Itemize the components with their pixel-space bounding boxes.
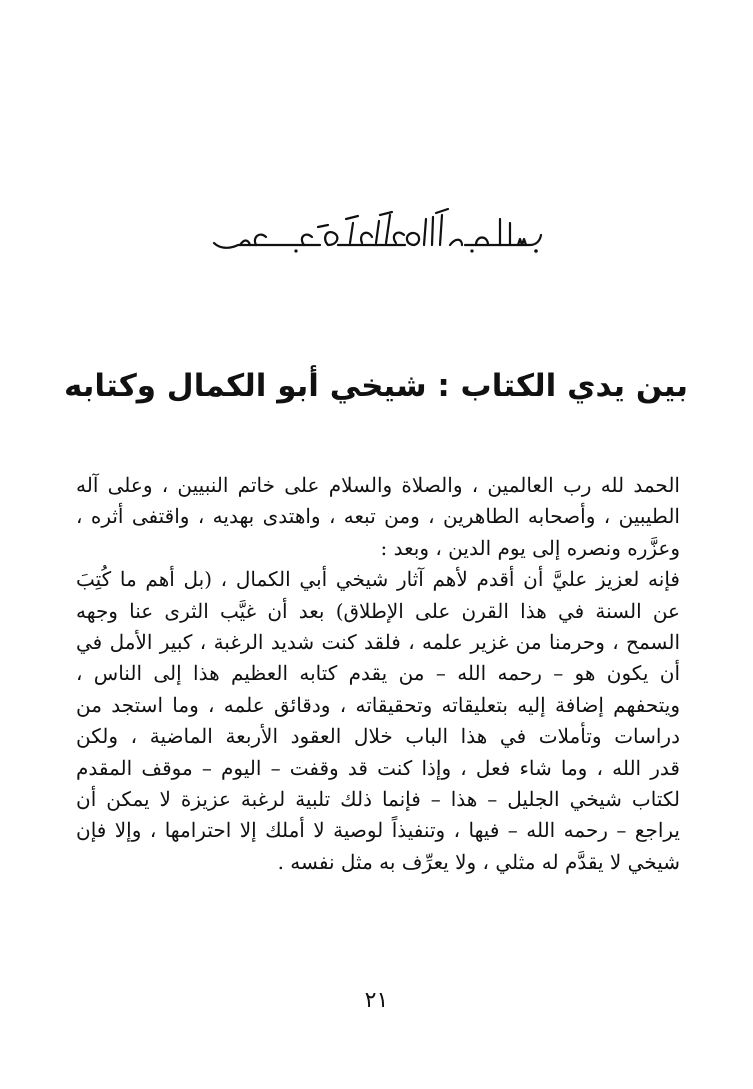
paragraph-main [76,564,680,878]
text-line: لكتاب شيخي الجليل – هذا – فإنما ذلك تلبية لرغبة عزيزة لا يمكن أن [76,786,680,811]
page-number: ٢١ [364,988,389,1013]
text-line: شيخي لا يقدَّم له مثلي ، ولا يعرِّف به مثل نفسه . [277,849,680,874]
basmala-calligraphy-icon [200,205,555,255]
text-line: قدر الله ، وما شاء فعل ، وإذا كنت قد وقفت – اليوم – موقف المقدم [76,755,680,780]
basmala-calligraphy [200,205,555,255]
text-line: السمح ، وحرمنا من غزير علمه ، فلقد كنت شديد الرغبة ، كبير الأمل في [76,629,680,654]
body-text [76,470,680,878]
text-line: عن السنة في هذا القرن على الإطلاق) بعد أن غيَّب الثرى عنا وجهه [76,598,680,623]
text-line: يراجع – رحمه الله – فيها ، وتنفيذاً لوصية لا أملك إلا احترامها ، وإلا فإن [76,818,680,843]
text-line: ويتحفهم إضافة إليه بتعليقاته وتحقيقاته ، ودقائق علمه ، وما استجد من [76,692,680,717]
text-line: فإنه لعزيز عليَّ أن أقدم لأهم آثار شيخي أبي الكمال ، (بل أهم ما كُتِبَ [76,567,680,592]
chapter-title: بين يدي الكتاب : شيخي أبو الكمال وكتابه [63,368,689,404]
text-line: الطيبين ، وأصحابه الطاهرين ، ومن تبعه ، واهتدى بهديه ، واقتفى أثره ، [76,504,680,529]
paragraph-opening [76,470,680,564]
text-line: الحمد لله رب العالمين ، والصلاة والسلام على خاتم النبيين ، وعلى آله [76,473,680,497]
text-line: وعزَّره ونصره إلى يوم الدين ، وبعد : [380,535,680,560]
text-line: أن يكون هو – رحمه الله – من يقدم كتابه العظيم هذا إلى الناس ، [76,661,680,686]
text-line: دراسات وتأملات في هذا الباب خلال العقود الأربعة الماضية ، ولكن [76,724,680,749]
